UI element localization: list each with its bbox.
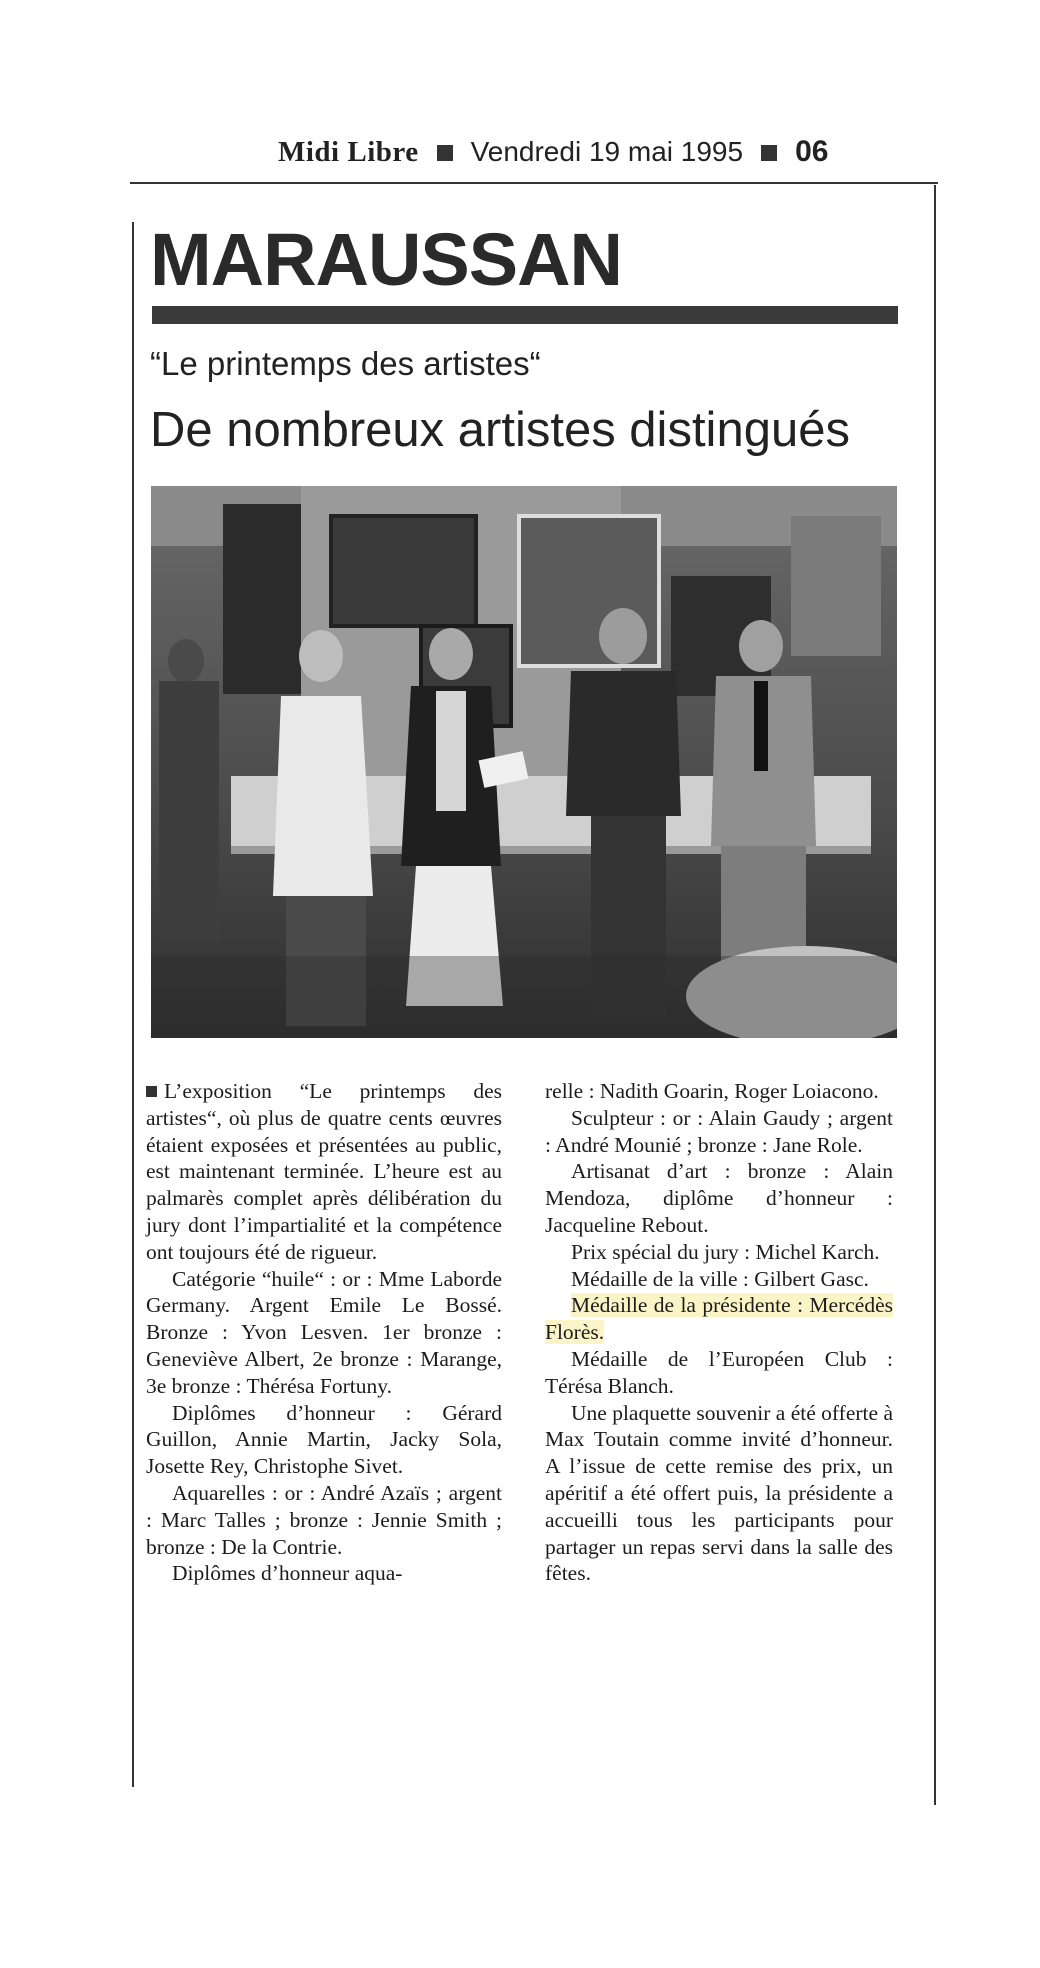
article-kicker: “Le printemps des artistes“ bbox=[150, 345, 541, 382]
square-bullet-icon bbox=[437, 145, 453, 161]
article-paragraph: Sculpteur : or : Alain Gaudy ; argent : André Mounié ; bronze : Jane Role. bbox=[545, 1105, 893, 1157]
top-rule bbox=[130, 182, 938, 184]
highlighted-text: Médaille de la présidente : Mercédès Florès. bbox=[545, 1293, 893, 1345]
masthead bbox=[278, 132, 918, 172]
left-rule bbox=[132, 222, 134, 1787]
square-bullet-icon bbox=[146, 1086, 157, 1097]
article-paragraph: Artisanat d’art : bronze : Alain Mendoza, diplôme d’honneur : Jacqueline Rebout. bbox=[545, 1159, 893, 1237]
article-paragraph-text: L’exposition “Le printemps des artistes“, où plus de quatre cents œuvres étaient exposées et présentées au public, est maintenant terminée. L’heure est au palmarès complet après délibération du jury dont l’impartialité et la compétence ont toujours été de rigueur. bbox=[146, 1079, 502, 1264]
exhibition-photo-image bbox=[151, 486, 897, 1038]
article-photo bbox=[151, 486, 897, 1038]
article-left-column bbox=[146, 1078, 502, 1587]
article-paragraph-highlighted bbox=[545, 1292, 893, 1346]
section-divider-bar bbox=[152, 306, 898, 324]
article-headline: De nombreux artistes distingués bbox=[150, 403, 850, 457]
newspaper-name: Midi Libre bbox=[278, 135, 419, 168]
page-number: 06 bbox=[795, 135, 829, 168]
article-paragraph: Médaille de la ville : Gilbert Gasc. bbox=[571, 1266, 869, 1291]
article-right-column bbox=[545, 1078, 893, 1587]
article-paragraph bbox=[146, 1078, 502, 1266]
article-paragraph: Une plaquette souvenir a été offerte à Max Toutain comme invité d’honneur. A l’issue de cette remise des prix, un apéritif a été offert puis, la présidente a accueilli tous les participants pour partager un repas servi dans la salle des fêtes. bbox=[545, 1400, 893, 1586]
square-bullet-icon bbox=[761, 145, 777, 161]
right-rule bbox=[934, 185, 936, 1805]
article-paragraph: Prix spécial du jury : Michel Karch. bbox=[571, 1239, 880, 1264]
article-paragraph: Catégorie “huile“ : or : Mme Laborde Germany. Argent Emile Le Bossé. Bronze : Yvon Lesven. 1er bronze : Geneviève Albert, 2e bronze : Marange, 3e bronze : Thérésa Fortuny. bbox=[146, 1266, 502, 1398]
issue-date: Vendredi 19 mai 1995 bbox=[470, 136, 744, 167]
article-paragraph: Diplômes d’honneur : Gérard Guillon, Annie Martin, Jacky Sola, Josette Rey, Christophe Sivet. bbox=[146, 1400, 502, 1479]
article-paragraph: Médaille de l’Européen Club : Térésa Blanch. bbox=[545, 1346, 893, 1398]
article-paragraph: Diplômes d’honneur aqua- bbox=[172, 1561, 403, 1586]
article-paragraph: relle : Nadith Goarin, Roger Loiacono. bbox=[545, 1079, 879, 1103]
article-paragraph: Aquarelles : or : André Azaïs ; argent : Marc Talles ; bronze : Jennie Smith ; bronze : De la Contrie. bbox=[146, 1480, 502, 1559]
section-town-title: MARAUSSAN bbox=[150, 218, 622, 301]
